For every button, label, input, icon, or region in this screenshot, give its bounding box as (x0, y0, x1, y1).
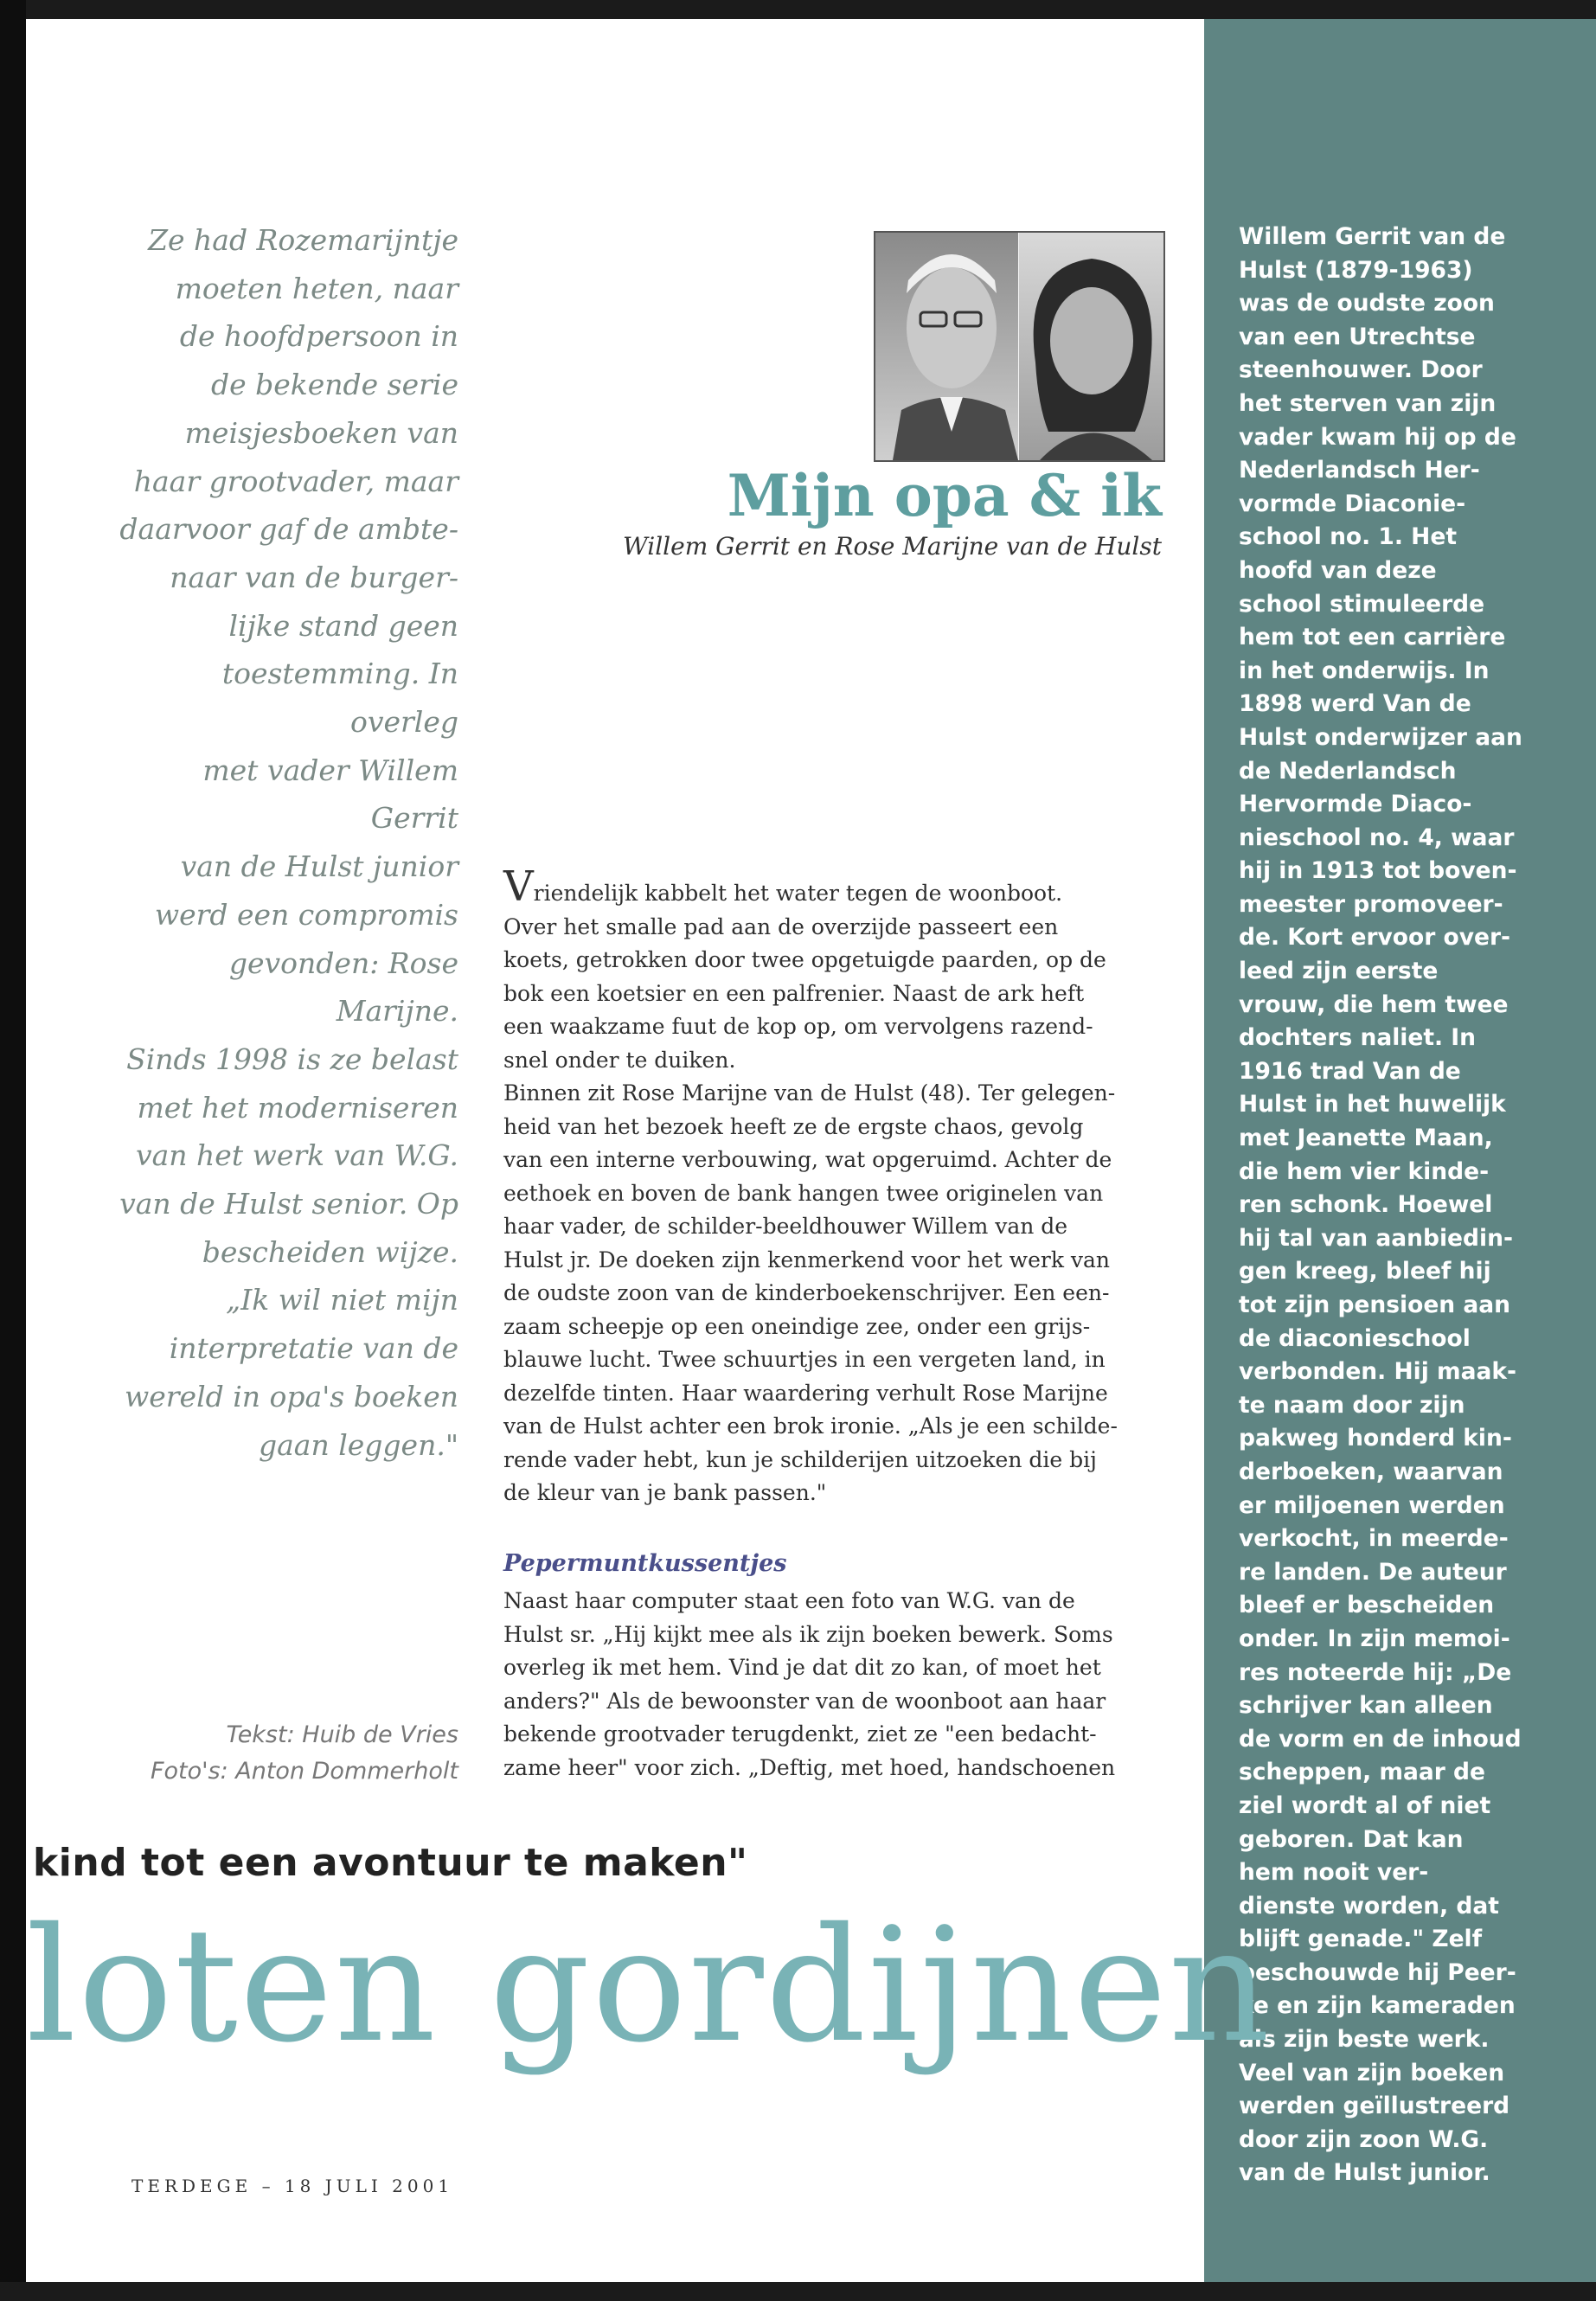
page-footer: TERDEGE – 18 JULI 2001 (131, 2176, 454, 2196)
body-line: Naast haar computer staat een foto van W.G. van de (503, 1588, 1075, 1613)
body-line: van een interne verbouwing, wat opgeruimd. Achter de (503, 1147, 1112, 1172)
pull-quote-line: moeten heten, naar (175, 271, 458, 305)
pull-quote-line: gaan leggen." (259, 1427, 458, 1462)
drop-cap: V (503, 862, 534, 911)
body-line: bok een koetsier en een palfrenier. Naast de ark heft (503, 980, 1085, 1006)
body-line: heid van het bezoek heeft ze de ergste chaos, gevolg (503, 1113, 1084, 1139)
pull-quote-line: Sinds 1998 is ze belast (126, 1042, 458, 1076)
pull-quote-line: met vader Willem Gerrit (202, 753, 458, 836)
pull-quote (117, 216, 458, 1469)
pull-quote-line: toestemming. In overleg (221, 657, 458, 740)
body-line: dezelfde tinten. Haar waardering verhult Rose Marijne (503, 1380, 1108, 1406)
pull-quote-line: interpretatie van de (169, 1331, 458, 1366)
granddaughter-face (1050, 287, 1133, 394)
pull-quote-line: van de Hulst junior (180, 849, 458, 884)
body-line: de oudste zoon van de kinderboekenschrijver. Een een- (503, 1280, 1110, 1305)
article-title: Mijn opa & ik (727, 462, 1162, 529)
body-line: eethoek en boven de bank hangen twee originelen van (503, 1180, 1104, 1206)
top-border (0, 0, 1596, 19)
portrait-illustration (875, 233, 1163, 460)
body-line: koets, getrokken door twee opgetuigde paarden, op de (503, 947, 1106, 972)
pull-quote-line: gevonden: Rose Marijne. (228, 945, 458, 1029)
text-credit: Tekst: Huib de Vries (226, 1721, 458, 1748)
pull-quote-line: „Ik wil niet mijn (226, 1283, 458, 1317)
pull-quote-line: daarvoor gaf de ambte- (119, 512, 458, 547)
pull-quote-line: van het werk van W.G. (135, 1138, 458, 1173)
body-line: de kleur van je bank passen." (503, 1480, 827, 1505)
body-line: zaam scheepje op een oneindige zee, onder een grijs- (503, 1313, 1091, 1339)
article-subtitle: Willem Gerrit en Rose Marijne van de Hulst (622, 532, 1162, 561)
body-line: anders?" Als de bewoonster van de woonboot aan haar (503, 1688, 1106, 1714)
body-line: Binnen zit Rose Marijne van de Hulst (48). Ter gelegen- (503, 1080, 1116, 1106)
section-heading: Pepermuntkussentjes (503, 1550, 787, 1577)
pull-quote-line: van de Hulst senior. Op (119, 1187, 458, 1221)
pull-quote-line: meisjesboeken van (184, 415, 458, 450)
body-first-line: riendelijk kabbelt het water tegen de woonboot. (533, 881, 1063, 906)
headline-large: loten gordijnen (26, 1894, 1272, 2077)
grandfather-face (907, 267, 997, 388)
photo-credit: Foto's: Anton Dommerholt (150, 1758, 458, 1785)
pull-quote-line: Ze had Rozemarijntje (148, 223, 458, 257)
bottom-border (0, 2282, 1596, 2301)
headline-tagline: kind tot een avontuur te maken" (33, 1841, 748, 1885)
pull-quote-line: de bekende serie (210, 368, 458, 402)
body-line: zame heer" voor zich. „Deftig, met hoed, handschoenen (503, 1754, 1116, 1780)
left-border (0, 0, 26, 2301)
pull-quote-line: met het moderniseren (137, 1090, 458, 1125)
pull-quote-line: bescheiden wijze. (202, 1234, 458, 1269)
pull-quote-line: haar grootvader, maar (133, 464, 458, 498)
portrait-photos (874, 231, 1165, 462)
body-line: van de Hulst achter een brok ironie. „Als je een schilde- (503, 1413, 1118, 1439)
body-line (503, 862, 1161, 911)
biography-text: Willem Gerrit van de Hulst (1879-1963) was de oudste zoon van een Utrechtse steenhouwer. Door het sterven van zijn vader kwam hij op de Nederlandsch Her- vormde Diaconie- school no. 1. Het hoofd van deze school stimuleerde hem tot een carrière in het onderwijs. In 1898 werd Van de Hulst onderwijzer aan de Nederlandsch Hervormde Diaco- nieschool no. 4, waar hij in 1913 tot boven- meester promoveer- de. Kort ervoor over- leed zijn eerste vrouw, die hem twee dochters naliet. In 1916 trad Van de Hulst in het huwelijk met Jeanette Maan, die hem vier kinde- ren schonk. Hoewel hij tal van aanbiedin- gen kreeg, bleef hij tot zijn pensioen aan de diaconieschool verbonden. Hij maak- te naam door zijn pakweg honderd kin- derboeken, waarvan er miljoenen werden verkocht, in meerde- re landen. De auteur bleef er bescheiden onder. In zijn memoi- res noteerde hij: „De schrijver kan alleen de vorm en de inhoud scheppen, maar de ziel wordt al of niet geboren. Dat kan hem nooit ver- dienste worden, dat blijft genade." Zelf beschouwde hij Peer- ke en zijn kameraden als zijn beste werk. Veel van zijn boeken werden geïllustreerd door zijn zoon W.G. van de Hulst junior. (1239, 223, 1522, 2187)
body-line: een waakzame fuut de kop op, om vervolgens razend- (503, 1014, 1093, 1039)
body-line: haar vader, de schilder-beeldhouwer Willem van de (503, 1214, 1068, 1239)
photo-credits (130, 1717, 458, 1790)
body-line: Hulst sr. „Hij kijkt mee als ik zijn boeken bewerk. Soms (503, 1621, 1113, 1647)
body-line: blauwe lucht. Twee schuurtjes in een vergeten land, in (503, 1347, 1106, 1372)
body-line: Over het smalle pad aan de overzijde passeert een (503, 913, 1059, 939)
body-line: rende vader hebt, kun je schilderijen uitzoeken die bij (503, 1446, 1097, 1472)
pull-quote-line: naar van de burger- (170, 560, 458, 594)
article-body (503, 862, 1161, 1510)
body-line: overleg ik met hem. Vind je dat dit zo kan, of moet het (503, 1655, 1101, 1680)
pull-quote-line: werd een compromis (154, 897, 458, 932)
body-line: snel onder te duiken. (503, 1047, 736, 1073)
body-line: bekende grootvader terugdenkt, ziet ze "een bedacht- (503, 1721, 1097, 1747)
body-line: Hulst jr. De doeken zijn kenmerkend voor het werk van (503, 1247, 1111, 1272)
pull-quote-line: lijke stand geen (228, 608, 458, 643)
pull-quote-line: de hoofdpersoon in (179, 319, 458, 354)
pull-quote-line: wereld in opa's boeken (124, 1379, 458, 1413)
article-body-section (503, 1585, 1161, 1785)
